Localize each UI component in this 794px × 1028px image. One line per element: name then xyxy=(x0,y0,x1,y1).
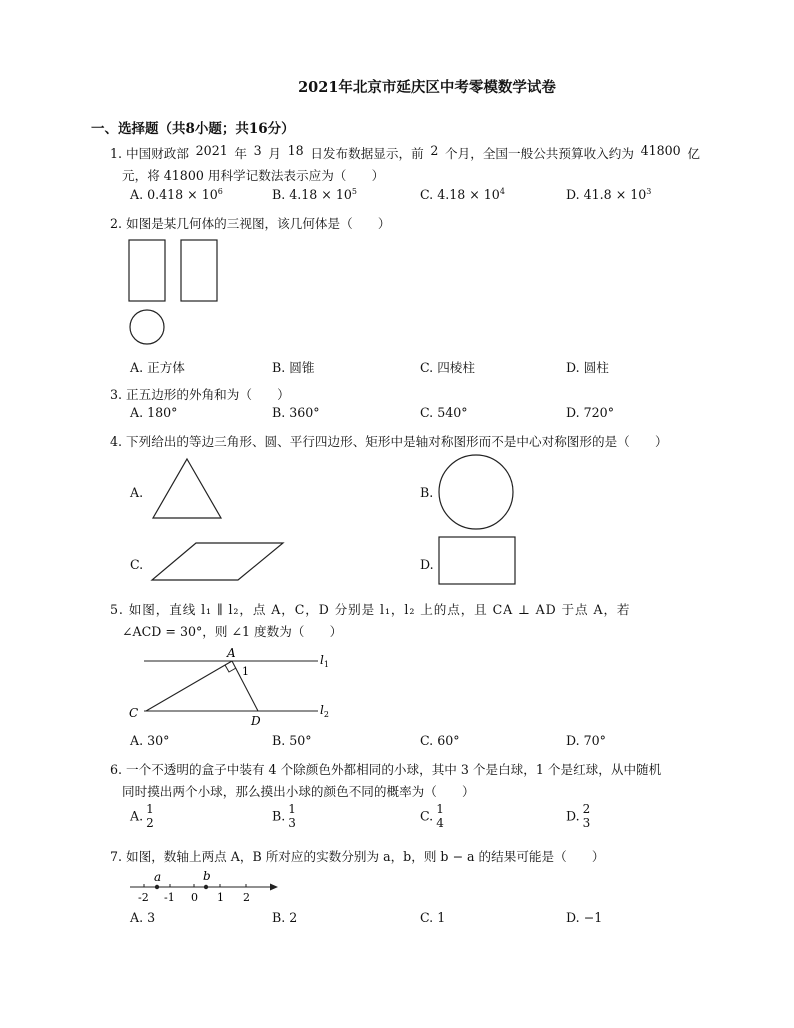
q7-text: 7. 如图，数轴上两点 A，B 所对应的实数分别为 a，b，则 b − a 的结果可能是（ ） xyxy=(110,849,605,864)
q6-option-a: A. 1 2 xyxy=(130,802,154,830)
q1-word: 日发布数据显示，前 xyxy=(310,146,424,161)
parallelogram-shape xyxy=(152,543,283,580)
q4-label-c: C. xyxy=(130,557,144,572)
equilateral-triangle xyxy=(153,459,221,518)
point-a-marker xyxy=(155,885,159,889)
q1-word: 年 xyxy=(234,146,247,161)
q6-option-d: D. 2 3 xyxy=(566,802,591,830)
point-b-marker xyxy=(204,885,208,889)
q1-word: 1. 中国财政部 xyxy=(110,146,189,161)
q5-option-c: C. 60° xyxy=(420,733,460,748)
q2-text: 2. 如图是某几何体的三视图，该几何体是（ ） xyxy=(110,216,391,231)
q1-word: 2021 xyxy=(195,143,228,158)
q3-option-c: C. 540° xyxy=(420,405,468,420)
q5-parallel-lines-figure xyxy=(126,645,346,729)
q6-line2: 同时摸出两个小球，那么摸出小球的颜色不同的概率为（ ） xyxy=(122,784,475,799)
q2-option-a: A. 正方体 xyxy=(130,360,185,375)
q5-option-d: D. 70° xyxy=(566,733,606,748)
label-point-c: C xyxy=(129,706,139,720)
q1-line1 xyxy=(110,143,700,162)
label-point-a: A xyxy=(227,646,236,660)
q6-line1: 6. 一个不透明的盒子中装有 4 个除颜色外都相同的小球，其中 3 个是白球，1 个是红球，从中随机 xyxy=(110,762,662,777)
q5-option-a: A. 30° xyxy=(130,733,170,748)
q1-line2: 元，将 41800 用科学记数法表示应为（ ） xyxy=(122,168,385,183)
q4-label-d: D. xyxy=(420,557,434,572)
section-heading: 一、选择题（共8小题；共16分） xyxy=(91,121,295,137)
side-view-rect xyxy=(181,240,217,301)
q2-option-b: B. 圆锥 xyxy=(272,360,315,375)
q5-line1: 5. 如图，直线 l₁ ∥ l₂，点 A，C，D 分别是 l₁，l₂ 上的点，且 CA ⊥ AD 于点 A，若 xyxy=(110,602,631,617)
q4-rectangle-figure xyxy=(437,535,519,587)
q1-option-b: B. $4.18 \times 10^5$ xyxy=(272,187,357,203)
q1-word: 3 xyxy=(253,143,262,158)
q6-option-c: C. 1 4 xyxy=(420,802,444,830)
tick-label: -1 xyxy=(164,891,175,904)
q4-parallelogram-figure xyxy=(150,540,286,584)
q1-word: 2 xyxy=(430,143,439,158)
q1-word: 41800 xyxy=(640,143,681,158)
page-title: 2021年北京市延庆区中考零模数学试卷 xyxy=(298,79,556,96)
q1-option-d: D. $41.8 \times 10^3$ xyxy=(566,187,652,203)
q2-option-d: D. 圆柱 xyxy=(566,360,609,375)
q4-text: 4. 下列给出的等边三角形、圆、平行四边形、矩形中是轴对称图形而不是中心对称图形的是（ ） xyxy=(110,434,668,449)
label-angle-1: 1 xyxy=(242,665,249,678)
point-b-label: b xyxy=(203,869,211,883)
q2-three-views-figure xyxy=(126,238,226,348)
q4-circle-figure xyxy=(436,452,516,532)
q1-word: 18 xyxy=(287,143,304,158)
tick-label: 0 xyxy=(191,891,198,904)
q4-label-b: B. xyxy=(420,485,434,500)
q3-option-d: D. 720° xyxy=(566,405,614,420)
q2-option-c: C. 四棱柱 xyxy=(420,360,475,375)
q3-option-a: A. 180° xyxy=(130,405,178,420)
q7-option-a: A. 3 xyxy=(130,910,156,925)
circle-shape xyxy=(439,455,513,529)
label-l2: $l_2$ xyxy=(320,703,329,719)
q7-option-b: B. 2 xyxy=(272,910,298,925)
tick-label: 2 xyxy=(243,891,250,904)
tick-label: 1 xyxy=(217,891,224,904)
q1-word: 个月，全国一般公共预算收入约为 xyxy=(445,146,634,161)
q6-option-b: B. 1 3 xyxy=(272,802,296,830)
q1-option-a: A. $0.418 \times 10^6$ xyxy=(130,187,223,203)
q4-triangle-figure xyxy=(150,456,226,522)
q7-number-line-figure xyxy=(126,868,286,908)
q1-word: 月 xyxy=(268,146,281,161)
q4-label-a: A. xyxy=(130,485,144,500)
q3-text: 3. 正五边形的外角和为（ ） xyxy=(110,387,290,402)
axis-arrow-icon xyxy=(270,884,278,891)
q1-option-c: C. $4.18 \times 10^4$ xyxy=(420,187,505,203)
point-a-label: a xyxy=(154,870,162,884)
q5-line2: ∠ACD = 30°，则 ∠1 度数为（ ） xyxy=(122,624,343,639)
top-view-circle xyxy=(130,310,164,344)
q3-option-b: B. 360° xyxy=(272,405,320,420)
q5-option-b: B. 50° xyxy=(272,733,312,748)
rectangle-shape xyxy=(439,537,515,584)
label-l1: $l_1$ xyxy=(320,653,329,669)
q7-option-c: C. 1 xyxy=(420,910,446,925)
segment-ca xyxy=(146,661,232,711)
q7-option-d: D. −1 xyxy=(566,910,603,925)
front-view-rect xyxy=(129,240,165,301)
q1-word: 亿 xyxy=(687,146,700,161)
tick-label: -2 xyxy=(138,891,149,904)
label-point-d: D xyxy=(251,714,261,728)
